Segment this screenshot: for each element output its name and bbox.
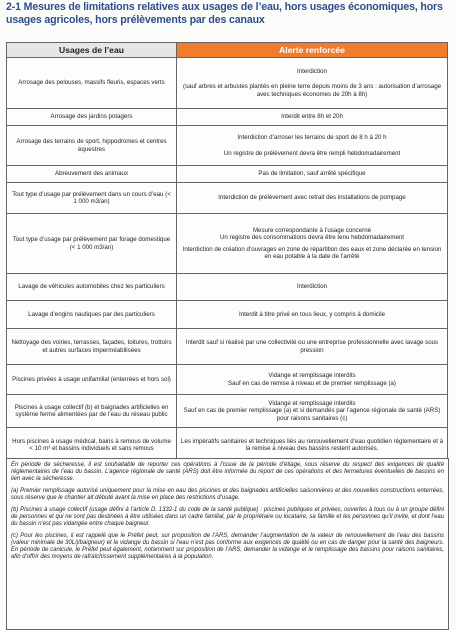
rule-cell	[177, 301, 448, 329]
rule-cell	[177, 214, 448, 274]
rule-line: Interdit sauf si réalisé par une collectivité ou une entreprise professionnelle avec lavage sous pression	[185, 339, 439, 354]
usage-cell: Piscines privées à usage unifamilial (enterrées et hors sol)	[7, 365, 177, 395]
rule-line: Les impératifs sanitaires et techniques liés au renouvellement d’eau quotidien réglementaire et à la remise à niveau des bassins restent autorisés.	[180, 437, 444, 452]
rule-line: Interdiction	[296, 283, 328, 291]
usage-cell: Abreuvement des animaux	[7, 166, 177, 183]
restrictions-table	[6, 42, 448, 463]
rule-line: Interdiction d’arroser les terrains de sport de 8 h à 20 h	[237, 134, 387, 142]
usage-cell: Lavage de véhicules automobiles chez les particuliers	[7, 274, 177, 301]
table-row	[7, 58, 448, 109]
usage-cell: Arrosage des jardins potagers	[7, 109, 177, 126]
rule-line: Vidange et remplissage interdits	[268, 372, 356, 380]
usage-cell: Piscines à usage collectif (b) et baignades artificielles en système fermé alimentées par de l’eau du réseau public	[7, 395, 177, 428]
footnotes-box	[6, 458, 449, 630]
table-row	[7, 329, 448, 365]
rule-line: Sauf en cas de remise à niveau et de premier remplissage (a)	[228, 379, 396, 387]
rule-cell	[177, 126, 448, 166]
rule-cell	[177, 274, 448, 301]
table-header-row	[7, 43, 448, 58]
rule-cell	[177, 329, 448, 365]
usage-cell: Arrosage des terrains de sport, hippodromes et centres équestres	[7, 126, 177, 166]
rule-cell	[177, 365, 448, 395]
note-paragraph: (b) Piscines à usage collectif (usage défini à l’article D. 1332-1 du code de la santé publique) : piscines publiques et privées, ouvertes à tous ou à un groupe défini de personnes et qui ne sont pas destinées à être utilisées dans un cadre familial, par le propriétaire ou locataire, sa famille et les personnes qu’il invite, et dont l’eau du bassin n’est pas vidangée entre chaque baigneur.	[11, 506, 444, 528]
usage-cell: Tout type d’usage par prélèvement dans un cours d’eau (< 1 000 m3/an)	[7, 183, 177, 214]
table-row	[7, 365, 448, 395]
table-row	[7, 126, 448, 166]
note-paragraph: En période de sécheresse, il est souhaitable de reporter ces opérations à l’issue de la période d’étiage, sous réserve du respect des exigences de qualité réglementaires de l’eau du bassin. L’agence régionale de santé (ARS) doit être informée du report de ces opérations et des fermetures éventuelles de bassins en lien avec la sécheresse.	[11, 462, 444, 483]
table-row	[7, 166, 448, 183]
rule-cell	[177, 166, 448, 183]
table-row	[7, 301, 448, 329]
rule-line: Un registre des consommations devra être tenu hebdomadairement	[220, 234, 404, 242]
rule-line: Interdiction de prélèvement avec retrait des installations de pompage	[218, 194, 406, 202]
page-title: 2-1 Mesures de limitations relatives aux usages de l’eau, hors usages économiques, hors usages agricoles, hors prélèvements par des canaux	[6, 1, 443, 26]
rule-line: Un registre de prélèvement devra être rempli hebdomadairement	[223, 149, 401, 157]
rule-line: (sauf arbres et arbustes plantés en pleine terre depuis moins de 3 ans : autorisation d’arrosage avec techniques économes de 20h à 8h)	[182, 83, 442, 98]
table-row	[7, 109, 448, 126]
rule-cell	[177, 58, 448, 109]
rule-line: Pas de limitation, sauf arrêté spécifique	[258, 170, 366, 178]
usage-cell: Arrosage des pelouses, massifs fleuris, espaces verts	[7, 58, 177, 109]
table-row	[7, 214, 448, 274]
usage-cell: Lavage d’engins nautiques par des particuliers	[7, 301, 177, 329]
usage-cell: Tout type d’usage par prélèvement par forage domestique (< 1 000 m3/an)	[7, 214, 177, 274]
table-row	[7, 183, 448, 214]
rule-cell	[177, 183, 448, 214]
usage-cell: Hors piscines à usage médical, bains à remous de volume < 10 m³ et bassins individuels et sans remous	[7, 428, 177, 463]
rule-cell	[177, 395, 448, 428]
table-row	[7, 274, 448, 301]
rule-line: Interdiction de création d’ouvrages en zone de répartition des eaux et zone déclarée en tension en eau potable à la date de l’arrêté	[182, 245, 442, 260]
rule-line: Vidange et remplissage interdits	[268, 399, 356, 407]
usage-cell: Nettoyage des voiries, terrasses, façades, toitures, trottoirs et autres surfaces imperméabilisées	[7, 329, 177, 365]
rule-line: Mesure correspondante à l’usage concerné	[252, 226, 372, 234]
rule-cell	[177, 109, 448, 126]
rule-line: Interdiction	[296, 67, 328, 75]
table-row	[7, 395, 448, 428]
note-paragraph: (a) Premier remplissage autorisé uniquement pour la mise en eau des piscines et des baignades artificielles saisonnières et des nouvelles constructions enterrées, sous réserve que le chantier ait débuté avant la mise en place des restrictions d’usage.	[11, 488, 444, 502]
rule-line: Interdit entre 8h et 20h	[281, 113, 343, 121]
rule-line: Sauf en cas de premier remplissage (a) et si demandés par l’agence régionale de santé (ARS) pour raisons sanitaires (c)	[183, 407, 441, 422]
note-paragraph: (c) Pour les piscines, il est rappelé que le Préfet peut, sur proposition de l’ARS, demander l’augmentation de la valeur de renouvellement de l’eau des bassins (valeur minimale de 30L/j/baigneur) et la vidange du bassin si l’eau n’est pas conforme aux exigences de qualité ou en cas de danger pour la santé des baigneurs. En période de canicule, le Préfet peut également, notamment sur proposition de l’ARS, demander la vidange et le remplissage des bassins pour raisons sanitaires, afin d’offrir des moyens de rafraîchissement supplémentaires à la population.	[11, 532, 444, 561]
header-usage: Usages de l’eau	[7, 43, 177, 58]
rule-line: Interdit à titre privé en tous lieux, y compris à domicile	[238, 310, 386, 318]
header-alert: Alerte renforcée	[177, 43, 448, 58]
